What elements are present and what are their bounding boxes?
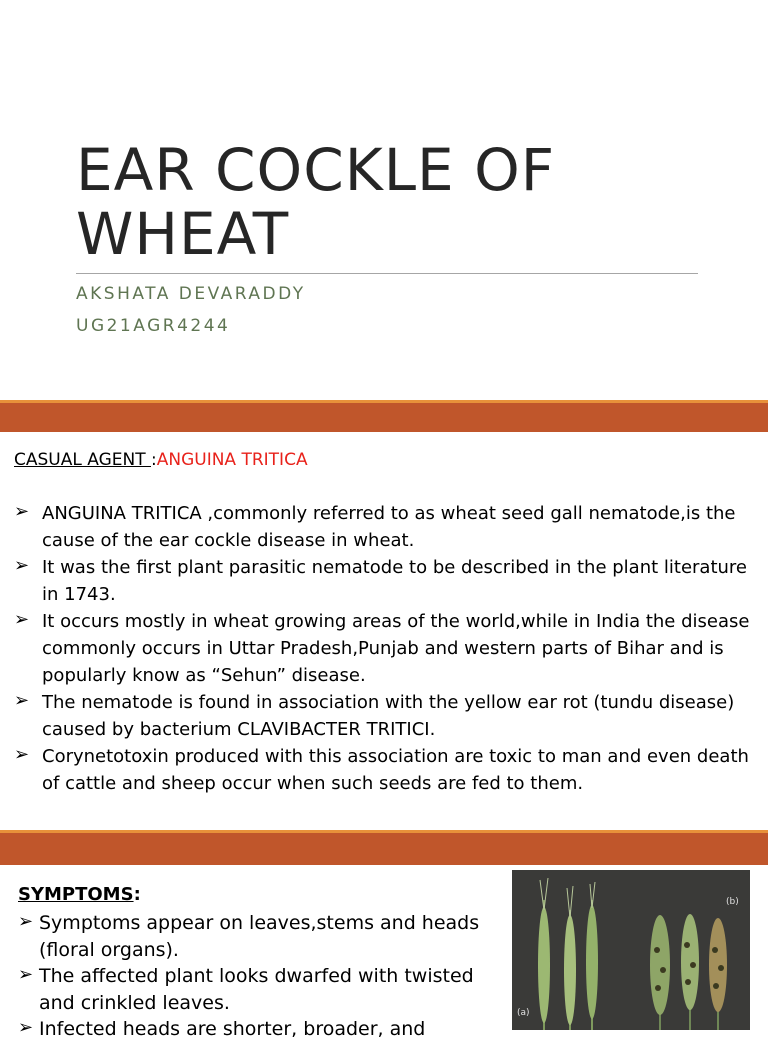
causal-agent-heading: [14, 450, 308, 470]
list-item: [18, 910, 508, 963]
list-item-text: Infected heads are shorter, broader, and: [39, 1018, 426, 1040]
list-item-text: ANGUINA TRITICA ,commonly referred to as wheat seed gall nematode,is the cause of the ear cockle disease in wheat.: [42, 503, 736, 551]
list-item-text: The nematode is found in association with the yellow ear rot (tundu disease) caused by bacterium CLAVIBACTER TRITICI.: [42, 692, 735, 740]
arrowhead-bullet-icon: ➢: [14, 690, 30, 711]
list-item-text: The affected plant looks dwarfed with twisted and crinkled leaves.: [39, 965, 474, 1014]
heading-label: CASUAL AGENT: [14, 450, 151, 470]
photo-label-b: (b): [726, 897, 739, 907]
heading-colon: :: [151, 450, 157, 470]
list-item: [14, 743, 754, 797]
symptoms-heading: [18, 884, 141, 905]
slide-title: [76, 138, 716, 266]
list-item: [18, 1016, 508, 1043]
wheat-ears-photo: [512, 870, 750, 1030]
list-item-text: Symptoms appear on leaves,stems and heads (floral organs).: [39, 912, 480, 961]
list-item-text: It was the first plant parasitic nematode to be described in the plant literature in 1743.: [42, 557, 748, 605]
list-item: [14, 500, 754, 554]
author-name: AKSHATA DEVARADDY: [76, 284, 306, 304]
list-item: [14, 608, 754, 689]
photo-label-a: (a): [517, 1008, 530, 1018]
symptoms-heading-colon: :: [133, 884, 141, 905]
arrowhead-bullet-icon: ➢: [14, 609, 30, 630]
list-item: [14, 554, 754, 608]
arrowhead-bullet-icon: ➢: [18, 1017, 34, 1038]
student-id: UG21AGR4244: [76, 316, 231, 336]
heading-value: ANGUINA TRITICA: [156, 450, 308, 470]
title-slide: [0, 0, 768, 400]
arrowhead-bullet-icon: ➢: [14, 501, 30, 522]
title-line-2: WHEAT: [76, 200, 290, 268]
symptoms-heading-label: SYMPTOMS: [18, 884, 134, 905]
slide-separator: [0, 830, 768, 865]
title-line-1: EAR COCKLE OF: [76, 136, 556, 204]
symptoms-slide: [0, 865, 768, 1040]
slide-separator: [0, 400, 768, 432]
list-item-text: Corynetotoxin produced with this association are toxic to man and even death of cattle and sheep occur when such seeds are fed to them.: [42, 746, 749, 794]
arrowhead-bullet-icon: ➢: [18, 911, 34, 932]
causal-agent-list: [14, 500, 754, 797]
arrowhead-bullet-icon: ➢: [18, 964, 34, 985]
causal-agent-slide: [0, 432, 768, 830]
list-item-text: It occurs mostly in wheat growing areas of the world,while in India the disease commonly occurs in Uttar Pradesh,Punjab and western parts of Bihar and is popularly know as “Sehun” disease.: [42, 611, 750, 686]
title-divider: [76, 273, 698, 274]
list-item: [14, 689, 754, 743]
symptoms-list: [18, 910, 508, 1043]
list-item: [18, 963, 508, 1016]
arrowhead-bullet-icon: ➢: [14, 744, 30, 765]
arrowhead-bullet-icon: ➢: [14, 555, 30, 576]
